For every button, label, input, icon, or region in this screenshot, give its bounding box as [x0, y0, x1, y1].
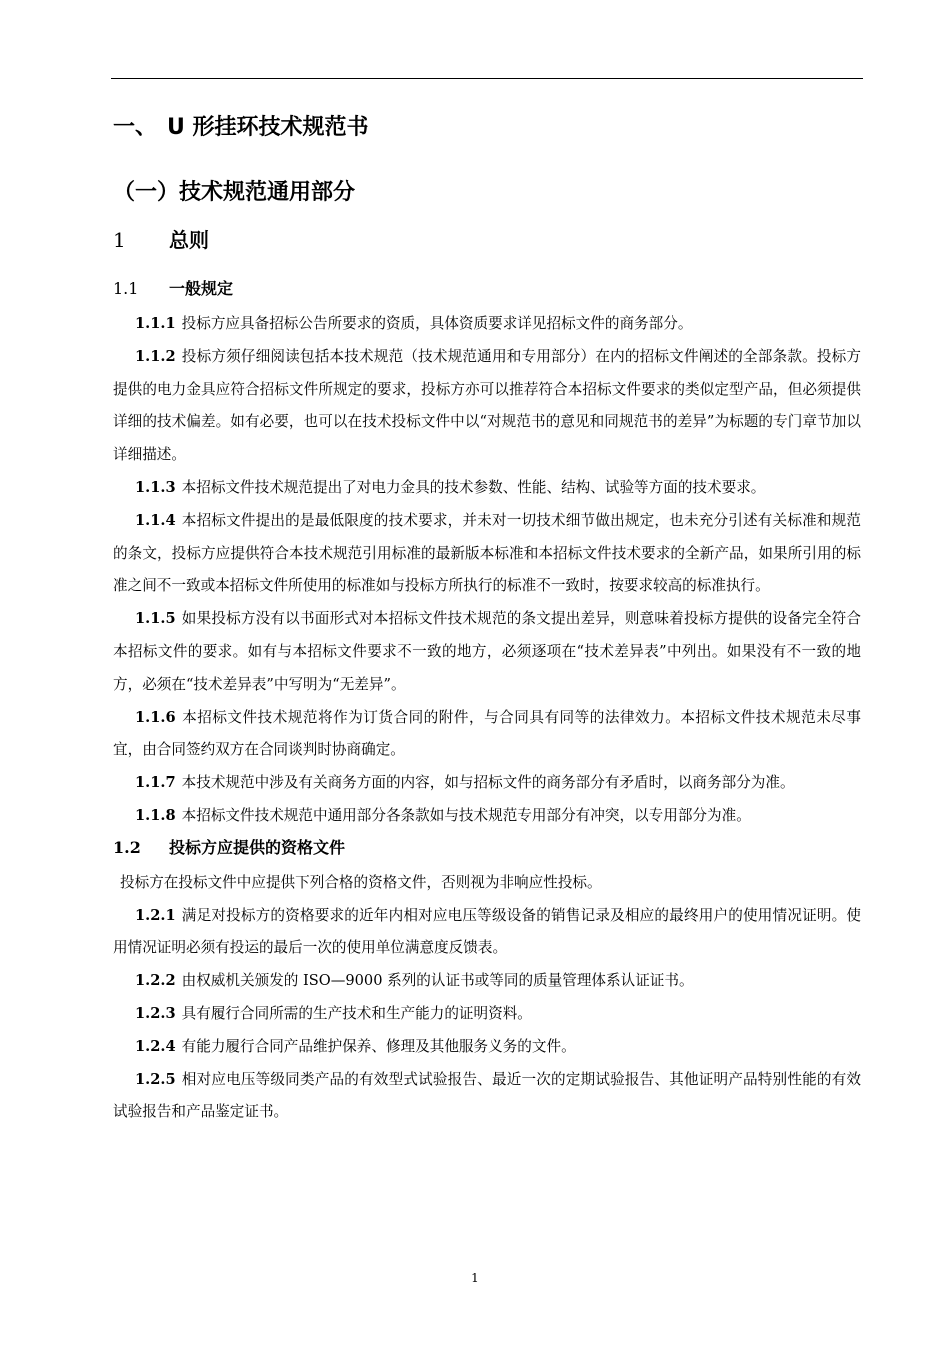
- clause-number: 1.1.3: [135, 478, 176, 496]
- document-body: [113, 108, 861, 1129]
- clause-1-1-2: [113, 341, 861, 472]
- chapter-title: 总则: [169, 228, 209, 252]
- clause-number: 1.1.5: [135, 610, 176, 628]
- clause-text: 本招标文件提出的是最低限度的技术要求，并未对一切技术细节做出规定，也未充分引述有关标准和规范的条文，投标方应提供符合本技术规范引用标准的最新版本标准和本招标文件技术要求的全新产品，如果所引用的标准之间不一致或本招标文件所使用的标准如与投标方所执行的标准不一致时，按要求较高的标准执行。: [113, 511, 861, 595]
- clause-text: 本招标文件技术规范提出了对电力金具的技术参数、性能、结构、试验等方面的技术要求。: [181, 478, 766, 496]
- clause-number: 1.2.3: [135, 1004, 176, 1022]
- clause-number: 1.2.2: [135, 972, 176, 990]
- subsection-heading-1-1: [113, 274, 861, 304]
- clause-1-2-3: [113, 998, 861, 1031]
- clause-text: 投标方应具备招标公告所要求的资质，具体资质要求详见招标文件的商务部分。: [181, 315, 693, 332]
- clause-1-1-1: [113, 308, 861, 341]
- clause-number: 1.1.8: [135, 806, 176, 824]
- clause-1-2-5: [113, 1064, 861, 1130]
- clause-number: 1.2.5: [135, 1070, 176, 1088]
- clause-number: 1.1.2: [135, 347, 176, 365]
- clause-1-1-6: [113, 702, 861, 768]
- subsection-number: 1.2: [113, 837, 141, 857]
- clause-text: 本招标文件技术规范将作为订货合同的附件，与合同具有同等的法律效力。本招标文件技术规范未尽事宜，由合同签约双方在合同谈判时协商确定。: [113, 708, 861, 759]
- document-title: [113, 108, 861, 148]
- clause-number: 1.1.6: [135, 708, 176, 726]
- subsection-title: 投标方应提供的资格文件: [169, 837, 346, 857]
- clause-text: 本技术规范中涉及有关商务方面的内容，如与招标文件的商务部分有矛盾时，以商务部分为准。: [181, 774, 795, 792]
- clause-1-1-3: [113, 472, 861, 505]
- clause-text: 有能力履行合同产品维护保养、修理及其他服务义务的文件。: [181, 1037, 576, 1055]
- clause-1-1-4: [113, 505, 861, 603]
- clause-number: 1.1.1: [135, 315, 176, 332]
- header-rule: [111, 78, 863, 79]
- section-heading: （一）技术规范通用部分: [113, 180, 356, 205]
- clause-1-2-1: [113, 900, 861, 966]
- clause-1-2-4: [113, 1031, 861, 1064]
- clause-text: 投标方须仔细阅读包括本技术规范（技术规范通用和专用部分）在内的招标文件阐述的全部条款。投标方提供的电力金具应符合招标文件所规定的要求，投标方亦可以推荐符合本招标文件要求的类似定型产品，但必须提供详细的技术偏差。如有必要，也可以在技术投标文件中以“对规范书的意见和同规范书的差异”为标题的专门章节加以详细描述。: [113, 347, 861, 464]
- clause-text: 具有履行合同所需的生产技术和生产能力的证明资料。: [181, 1004, 532, 1022]
- chapter-number: 1: [113, 228, 126, 252]
- title-text: U 形挂环技术规范书: [167, 115, 369, 140]
- page-number: 1: [471, 1271, 479, 1285]
- clause-text: 如果投标方没有以书面形式对本招标文件技术规范的条文提出差异，则意味着投标方提供的设备完全符合本招标文件的要求。如有与本招标文件要求不一致的地方，必须逐项在“技术差异表”中列出。如果没有不一致的地方，必须在“技术差异表”中写明为“无差异”。: [113, 610, 861, 693]
- clause-number: 1.1.7: [135, 774, 176, 792]
- clause-1-1-8: [113, 800, 861, 833]
- title-number: 一、: [113, 115, 158, 140]
- clause-text: 相对应电压等级同类产品的有效型式试验报告、最近一次的定期试验报告、其他证明产品特别性能的有效试验报告和产品鉴定证书。: [113, 1070, 861, 1121]
- clause-number: 1.2.4: [135, 1037, 176, 1055]
- clause-1-1-7: [113, 767, 861, 800]
- clause-1-1-5: [113, 603, 861, 701]
- clause-1-2-2: [113, 965, 861, 998]
- clause-number: 1.2.1: [135, 906, 176, 924]
- chapter-heading: [113, 224, 861, 256]
- clause-text: 满足对投标方的资格要求的近年内相对应电压等级设备的销售记录及相应的最终用户的使用情况证明。使用情况证明必须有投运的最后一次的使用单位满意度反馈表。: [113, 906, 861, 957]
- clause-text: 由权威机关颁发的 ISO—9000 系列的认证书或等同的质量管理体系认证证书。: [181, 972, 694, 990]
- subsection-number: 1.1: [113, 279, 139, 298]
- subsection-intro: 投标方在投标文件中应提供下列合格的资格文件，否则视为非响应性投标。: [120, 873, 602, 891]
- subsection-heading-1-2: [113, 833, 861, 863]
- clause-number: 1.1.4: [135, 511, 176, 529]
- clause-text: 本招标文件技术规范中通用部分各条款如与技术规范专用部分有冲突，以专用部分为准。: [181, 806, 751, 824]
- subsection-title: 一般规定: [169, 279, 234, 298]
